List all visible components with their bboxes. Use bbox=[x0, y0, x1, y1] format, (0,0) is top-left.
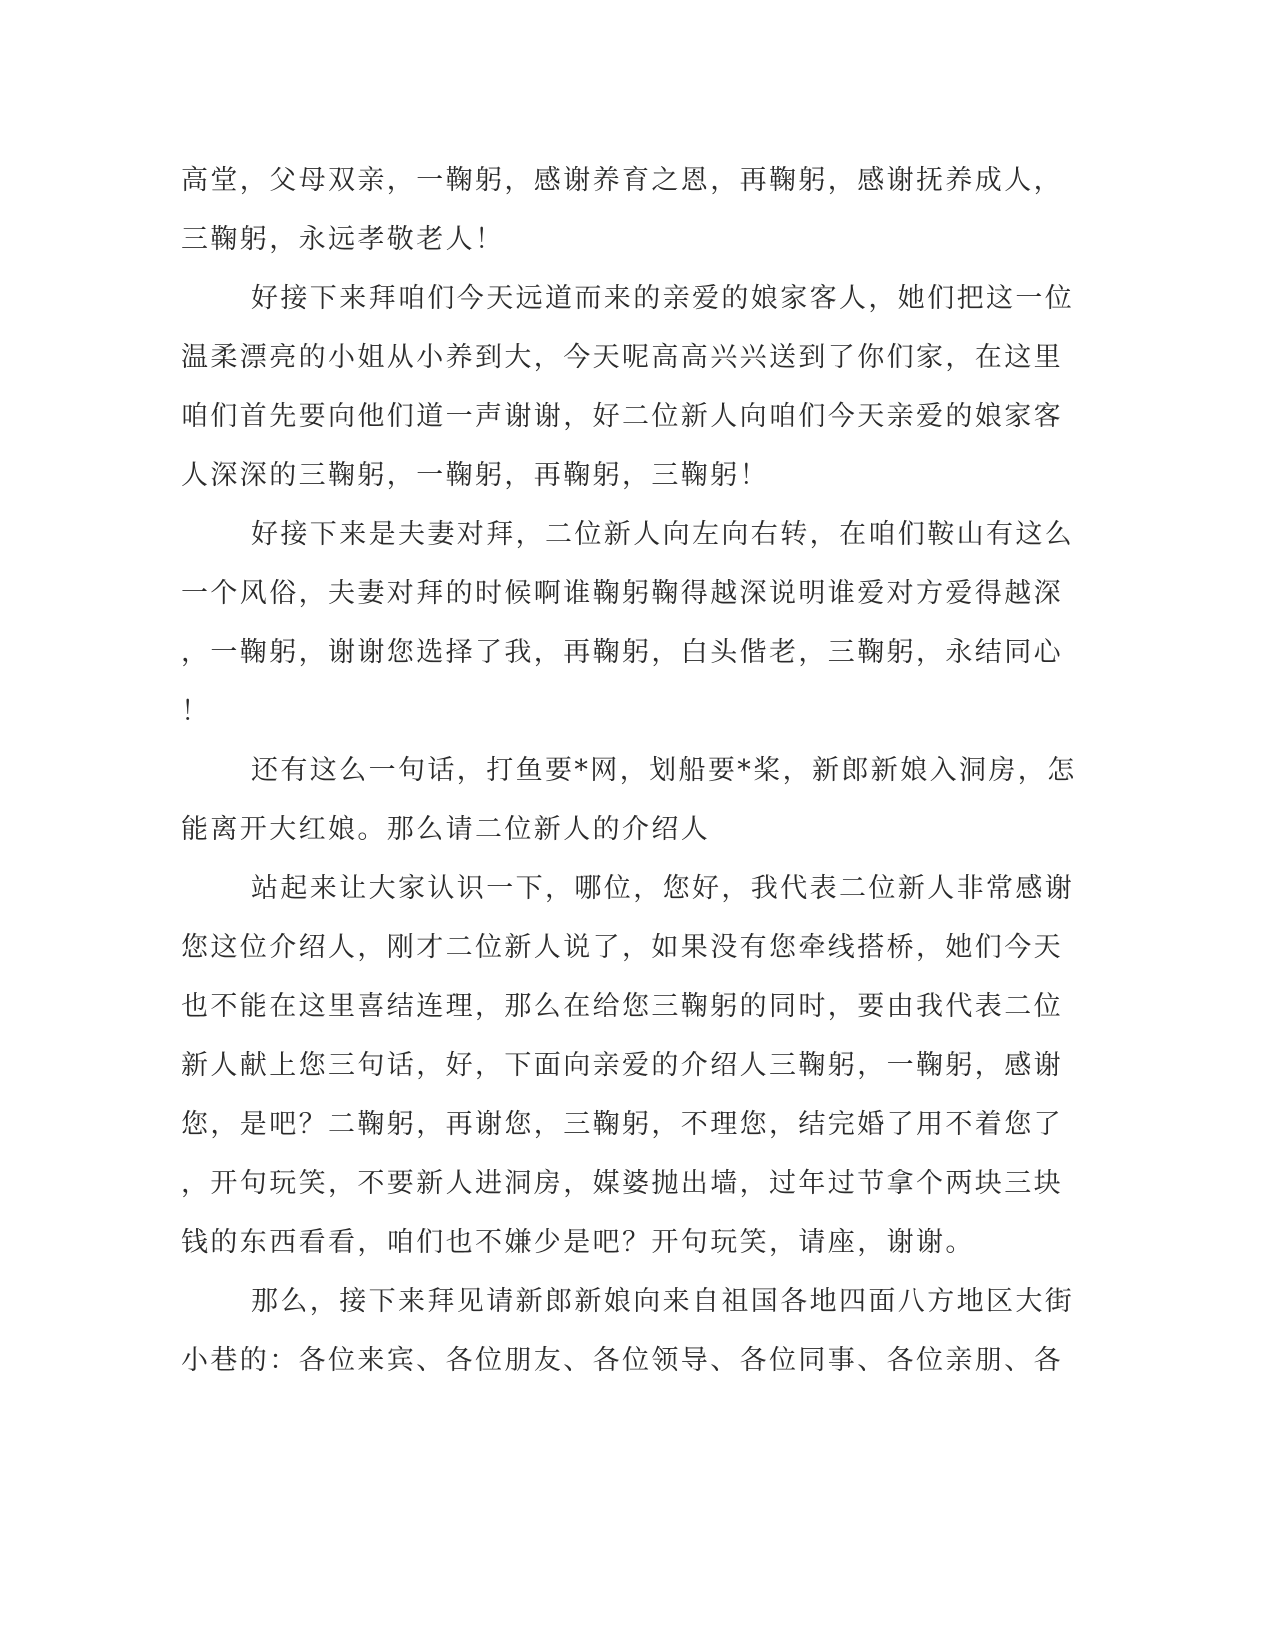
text-line: ，一鞠躬，谢谢您选择了我，再鞠躬，白头偕老，三鞠躬，永结同心 bbox=[181, 637, 1063, 668]
text-line: 小巷的：各位来宾、各位朋友、各位领导、各位同事、各位亲朋、各 bbox=[181, 1345, 1063, 1376]
text-line: 您，是吧？二鞠躬，再谢您，三鞠躬，不理您，结完婚了用不着您了 bbox=[181, 1109, 1063, 1140]
text-line: 一个风俗，夫妻对拜的时候啊谁鞠躬鞠得越深说明谁爱对方爱得越深 bbox=[181, 578, 1063, 609]
text-line: 您这位介绍人，刚才二位新人说了，如果没有您牵线搭桥，她们今天 bbox=[181, 932, 1063, 963]
text-line: 钱的东西看看，咱们也不嫌少是吧？开句玩笑，请座，谢谢。 bbox=[181, 1227, 975, 1258]
text-line: 也不能在这里喜结连理，那么在给您三鞠躬的同时，要由我代表二位 bbox=[181, 991, 1063, 1022]
text-line: 三鞠躬，永远孝敬老人！ bbox=[181, 224, 505, 255]
text-line: 新人献上您三句话，好，下面向亲爱的介绍人三鞠躬，一鞠躬，感谢 bbox=[181, 1050, 1063, 1081]
text-line: 能离开大红娘。那么请二位新人的介绍人 bbox=[181, 814, 711, 845]
text-line: ！ bbox=[181, 696, 211, 727]
text-line: 好接下来是夫妻对拜，二位新人向左向右转，在咱们鞍山有这么 bbox=[251, 519, 1075, 550]
text-line: 站起来让大家认识一下，哪位，您好，我代表二位新人非常感谢 bbox=[251, 873, 1075, 904]
text-line: 高堂，父母双亲，一鞠躬，感谢养育之恩，再鞠躬，感谢抚养成人， bbox=[181, 165, 1063, 196]
text-line: 那么，接下来拜见请新郎新娘向来自祖国各地四面八方地区大街 bbox=[251, 1286, 1075, 1317]
text-line: 人深深的三鞠躬，一鞠躬，再鞠躬，三鞠躬！ bbox=[181, 460, 769, 491]
text-line: 还有这么一句话，打鱼要*网，划船要*桨，新郎新娘入洞房，怎 bbox=[251, 755, 1077, 786]
text-line: ，开句玩笑，不要新人进洞房，媒婆抛出墙，过年过节拿个两块三块 bbox=[181, 1168, 1063, 1199]
text-line: 咱们首先要向他们道一声谢谢，好二位新人向咱们今天亲爱的娘家客 bbox=[181, 401, 1063, 432]
text-line: 好接下来拜咱们今天远道而来的亲爱的娘家客人，她们把这一位 bbox=[251, 283, 1075, 314]
text-line: 温柔漂亮的小姐从小养到大，今天呢高高兴兴送到了你们家，在这里 bbox=[181, 342, 1063, 373]
